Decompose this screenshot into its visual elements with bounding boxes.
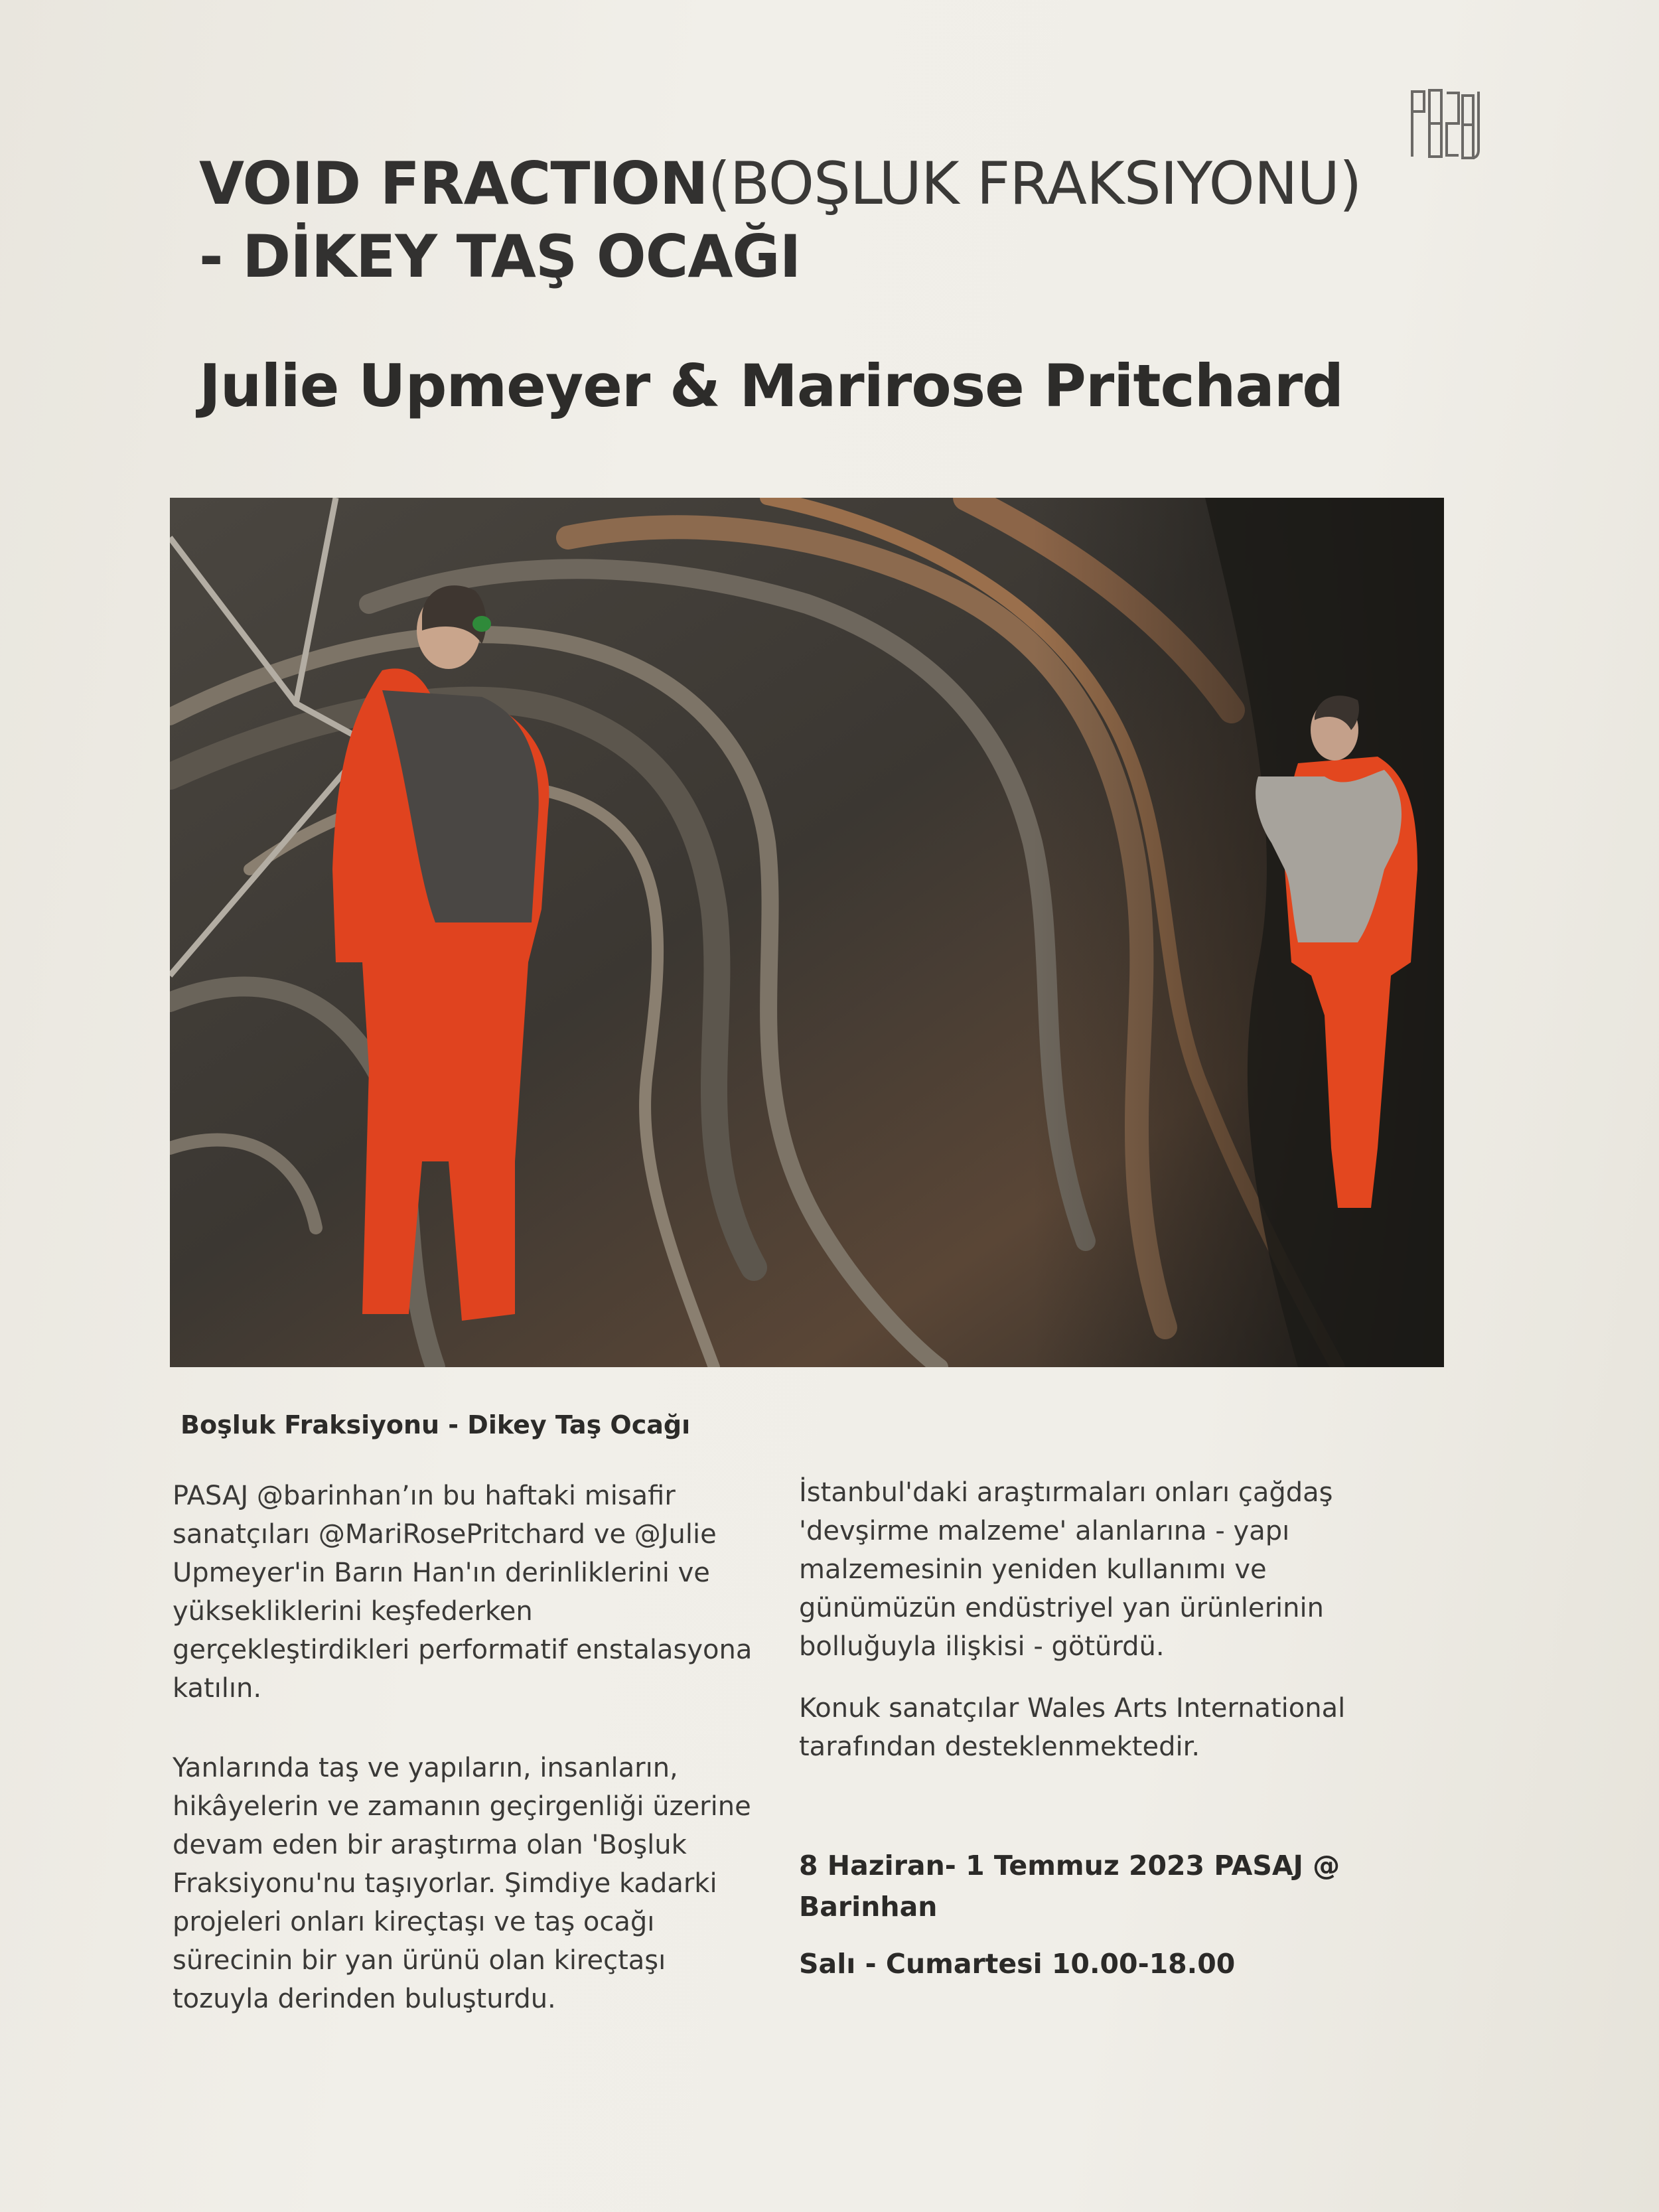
right-paragraph-1: İstanbul'daki araştırmaları onları çağdaş 'devşirme malzeme' alanlarına - yapı malzemesinin yeniden kullanımı ve günümüzün endüstriyel yan ürünlerinin bolluğuyla ilişkisi - götürdü.: [799, 1477, 1333, 1662]
section-subheading: Boşluk Fraksiyonu - Dikey Taş Ocağı: [180, 1410, 691, 1439]
exhibition-title: [199, 147, 1460, 293]
opening-hours: Salı - Cumartesi 10.00-18.00: [799, 1948, 1236, 1980]
artist-names: Julie Upmeyer & Marirose Pritchard: [199, 352, 1344, 420]
left-paragraph-2: Yanlarında taş ve yapıların, insanların, hikâyelerin ve zamanın geçirgenliği üzerine devam eden bir araştırma olan 'Boşluk Fraksiyonu'nu taşıyorlar. Şimdiye kadarki projeleri onları kireçtaşı ve taş ocağı sürecinin bir yan ürünü olan kireçtaşı tozuyla derinden buluşturdu.: [173, 1753, 751, 2014]
right-paragraph-2: Konuk sanatçılar Wales Arts International tarafından desteklenmektedir.: [799, 1693, 1346, 1762]
left-paragraph-1: PASAJ @barinhan’ın bu haftaki misafir sanatçıları @MariRosePritchard ve @Julie Upmeyer'in Barın Han'ın derinliklerini ve yüksekliklerini keşfederken gerçekleştirdikleri performatif enstalasyona katılın.: [173, 1481, 753, 1704]
title-translation: (BOŞLUK FRAKSIYONU): [707, 149, 1362, 218]
title-subtitle: - DİKEY TAŞ OCAĞI: [199, 222, 801, 291]
exhibition-dates: 8 Haziran- 1 Temmuz 2023 PASAJ @ Barinhan: [799, 1850, 1340, 1923]
quarry-performers-photo: [170, 498, 1444, 1367]
title-main: VOID FRACTION: [199, 149, 708, 218]
